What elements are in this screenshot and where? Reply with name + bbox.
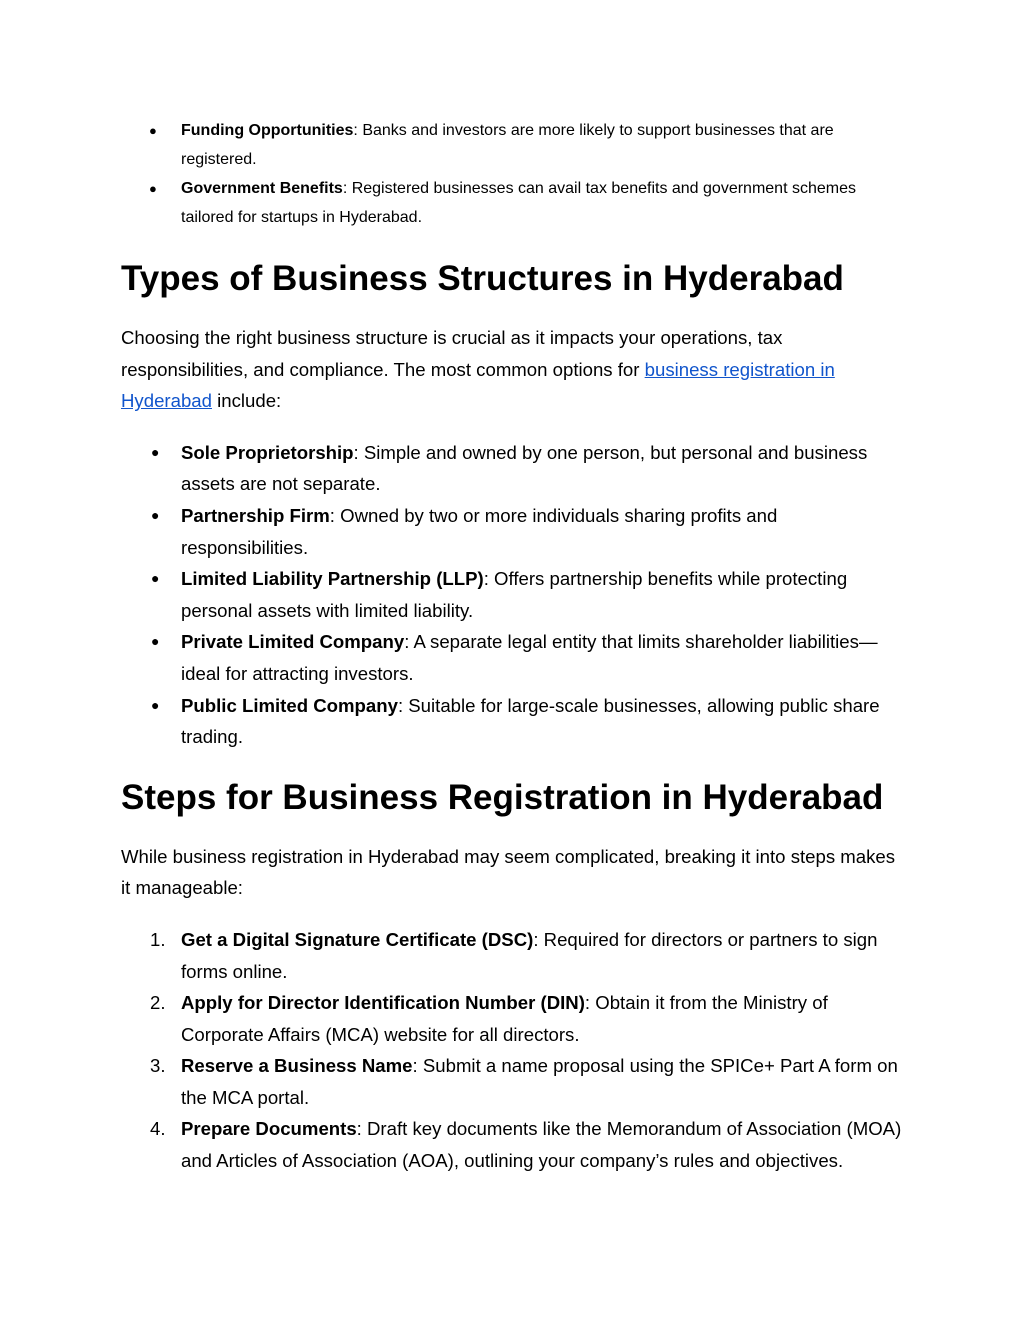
list-item-term: Limited Liability Partnership (LLP) xyxy=(181,568,484,590)
step-item xyxy=(121,924,907,987)
step-number: 2. xyxy=(150,992,166,1014)
list-item xyxy=(121,500,907,563)
step-term: Apply for Director Identification Number (DIN) xyxy=(181,992,585,1014)
step-term: Reserve a Business Name xyxy=(181,1055,413,1077)
list-item-term: Sole Proprietorship xyxy=(181,441,354,463)
list-item xyxy=(121,563,907,626)
list-item xyxy=(121,626,907,689)
bullet-icon: ● xyxy=(149,123,157,138)
list-item-term: Private Limited Company xyxy=(181,631,405,653)
step-text: : Submit a name proposal using the SPICe+ Part A form on the MCA portal. xyxy=(181,1055,898,1108)
paragraph-text: include: xyxy=(211,390,282,412)
list-item-term: Partnership Firm xyxy=(181,504,330,526)
bullet-icon: ● xyxy=(151,696,160,713)
section-heading-business-structures: Types of Business Structures in Hyderabad xyxy=(121,259,844,298)
bullet-icon: ● xyxy=(151,506,160,523)
list-item-term: Government Benefits xyxy=(181,180,343,197)
bullet-icon: ● xyxy=(151,570,160,587)
list-item xyxy=(121,174,907,232)
list-item-text: : Banks and investors are more likely to support businesses that are registered. xyxy=(181,122,834,168)
section-paragraph xyxy=(121,322,907,417)
registration-steps-list xyxy=(121,924,907,1177)
list-item-text: : Registered businesses can avail tax benefits and government schemes tailored for startups in Hyderabad. xyxy=(181,180,856,226)
list-item xyxy=(121,437,907,500)
section-heading-registration-steps: Steps for Business Registration in Hyderabad xyxy=(121,777,884,817)
step-item xyxy=(121,1050,907,1113)
business-registration-link[interactable]: business registration in Hyderabad xyxy=(121,358,835,412)
step-number: 1. xyxy=(150,928,166,950)
intro-bullet-list xyxy=(121,116,907,232)
list-item-term: Funding Opportunities xyxy=(181,122,354,139)
list-item xyxy=(121,116,907,174)
section-paragraph: While business registration in Hyderabad may seem complicated, breaking it into steps makes it manageable: xyxy=(121,845,896,899)
step-text: : Required for directors or partners to sign forms online. xyxy=(181,928,878,982)
step-term: Get a Digital Signature Certificate (DSC) xyxy=(181,928,534,950)
list-item-text: : Simple and owned by one person, but personal and business assets are not separate. xyxy=(181,441,868,495)
list-item-text: : Offers partnership benefits while protecting personal assets with limited liability. xyxy=(181,568,848,621)
step-item xyxy=(121,987,907,1050)
list-item xyxy=(121,690,907,753)
step-number: 4. xyxy=(150,1118,166,1140)
bullet-icon: ● xyxy=(149,181,157,196)
list-item-text: : A separate legal entity that limits shareholder liabilities—ideal for attracting investors. xyxy=(181,631,878,684)
bullet-icon: ● xyxy=(151,443,160,460)
list-item-text: : Suitable for large-scale businesses, allowing public share trading. xyxy=(181,694,880,748)
step-text: : Draft key documents like the Memorandum of Association (MOA) and Articles of Association (AOA), outlining your company’s rules and objectives. xyxy=(181,1118,902,1172)
paragraph-text: Choosing the right business structure is crucial as it impacts your operations, tax responsibilities, and compliance. The most common options for xyxy=(121,327,783,380)
list-item-text: : Owned by two or more individuals sharing profits and responsibilities. xyxy=(181,504,778,558)
step-item xyxy=(121,1113,907,1176)
document-page xyxy=(121,116,907,1177)
step-term: Prepare Documents xyxy=(181,1118,357,1140)
step-number: 3. xyxy=(150,1055,166,1077)
list-item-term: Public Limited Company xyxy=(181,694,398,716)
bullet-icon: ● xyxy=(151,633,160,650)
business-structure-list xyxy=(121,437,907,753)
step-text: : Obtain it from the Ministry of Corporate Affairs (MCA) website for all directors. xyxy=(181,992,828,1045)
